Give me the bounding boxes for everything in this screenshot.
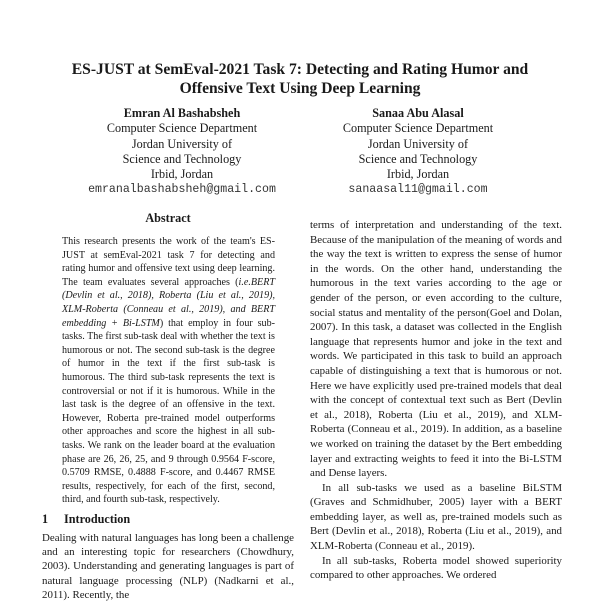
- section-title: Introduction: [64, 512, 131, 526]
- introduction-left-column: [42, 531, 294, 602]
- section-heading-introduction: [42, 512, 130, 527]
- author-institution-line-2: Science and Technology: [122, 151, 242, 166]
- paragraph: terms of interpretation and understanding of the text. Because of the manipulation of the meaning of words and the way the text is written to express the sense of humor in the words. On the other hand, understanding the humorous in the text varies according to the age or gender of the person, or even according to the culture, social status and mentality of the person(Goel and Dolan, 2007). In this task, a dataset was collected in the English language that represents humor and joke in the text and words. We participated in this task to build an approach capable of distinguishing a text that is humorous or not. Here we have explicitly used pre-trained models that deal with the concept of contextual text such as Bert (Devlin et al., 2018), Roberta (Liu et al., 2019), and XLM-Roberta (Conneau et al., 2019). In addition, as a baseline we worked on training the dataset by the Bert embedding layer and extracting weights to feed it into the Bi-LSTM and Dense layers.: [310, 219, 562, 480]
- author-email: emranalbashabsheh@gmail.com: [88, 183, 276, 197]
- abstract-text-italic-models: i.e.BERT (Devlin et al., 2018), Roberta (Liu et al., 2019), XLM-Roberta (Conneau et al., 2019), and BERT embedding + Bi-LSTM: [62, 276, 275, 329]
- abstract-heading: Abstract: [145, 211, 191, 225]
- author-institution-line-2: Science and Technology: [358, 151, 478, 166]
- author-email: sanaasal11@gmail.com: [348, 183, 488, 197]
- author-department: Computer Science Department: [342, 121, 494, 136]
- paper-title: [0, 60, 600, 98]
- introduction-right-column: [310, 218, 562, 583]
- abstract-text-part-2: ) that employ in four sub-tasks. The first sub-task deal with whether the text is humorous or not. The second sub-task is the degree of humor in the text if the first sub-task is humorous. The third sub-task represents the text is controversial or not if it is humorous. While in the last task is the degree of an offensive in the text. However, Roberta pre-trained model outperforms other approaches and score the highest in all sub-tasks. We rank on the leader board at the evaluation phase are 26, 26, 25, and 9 through 0.9564 F-score, 0.5709 RMSE, 0.4888 F-score, and 0.4467 RMSE results, respectively, for each of the first, second, third, and fourth sub-task, respectively.: [62, 317, 275, 506]
- author-location: Irbid, Jordan: [386, 167, 450, 182]
- paragraph: In all sub-tasks, Roberta model showed superiority compared to other approaches. We ordered: [310, 554, 562, 582]
- author-location: Irbid, Jordan: [150, 167, 214, 182]
- title-line-2: Offensive Text Using Deep Learning: [179, 80, 421, 97]
- paragraph: In all sub-tasks we used as a baseline BiLSTM (Graves and Schmidhuber, 2005) layer with a BERT embedding layer, as well as, pre-trained models such as Bert (Devlin et al., 2018), Roberta (Liu et al., 2019), and XLM-Roberta (Conneau et al., 2019).: [310, 481, 562, 553]
- author-department: Computer Science Department: [106, 121, 258, 136]
- author-block-2: [298, 106, 538, 198]
- author-institution-line-1: Jordan University of: [131, 136, 233, 151]
- section-number: 1: [42, 512, 49, 526]
- author-institution-line-1: Jordan University of: [367, 136, 469, 151]
- title-line-1: ES-JUST at SemEval-2021 Task 7: Detecting and Rating Humor and: [71, 61, 529, 78]
- author-name: Sanaa Abu Alasal: [372, 106, 464, 120]
- paragraph: Dealing with natural languages has long been a challenge and an interesting topic for researchers (Chowdhury, 2003). Understanding and generating languages is part of natural language processing (NLP) (Nadkarni et al., 2011). Recently, the: [42, 532, 294, 601]
- author-block-1: [62, 106, 302, 198]
- author-name: Emran Al Bashabsheh: [123, 106, 241, 120]
- abstract-text-part-1: This research presents the work of the team's ES-JUST at semEval-2021 task 7 for detecting and rating humor and offensive text using deep learning. The team evaluates several approaches (: [62, 236, 275, 288]
- abstract-body: [62, 235, 275, 507]
